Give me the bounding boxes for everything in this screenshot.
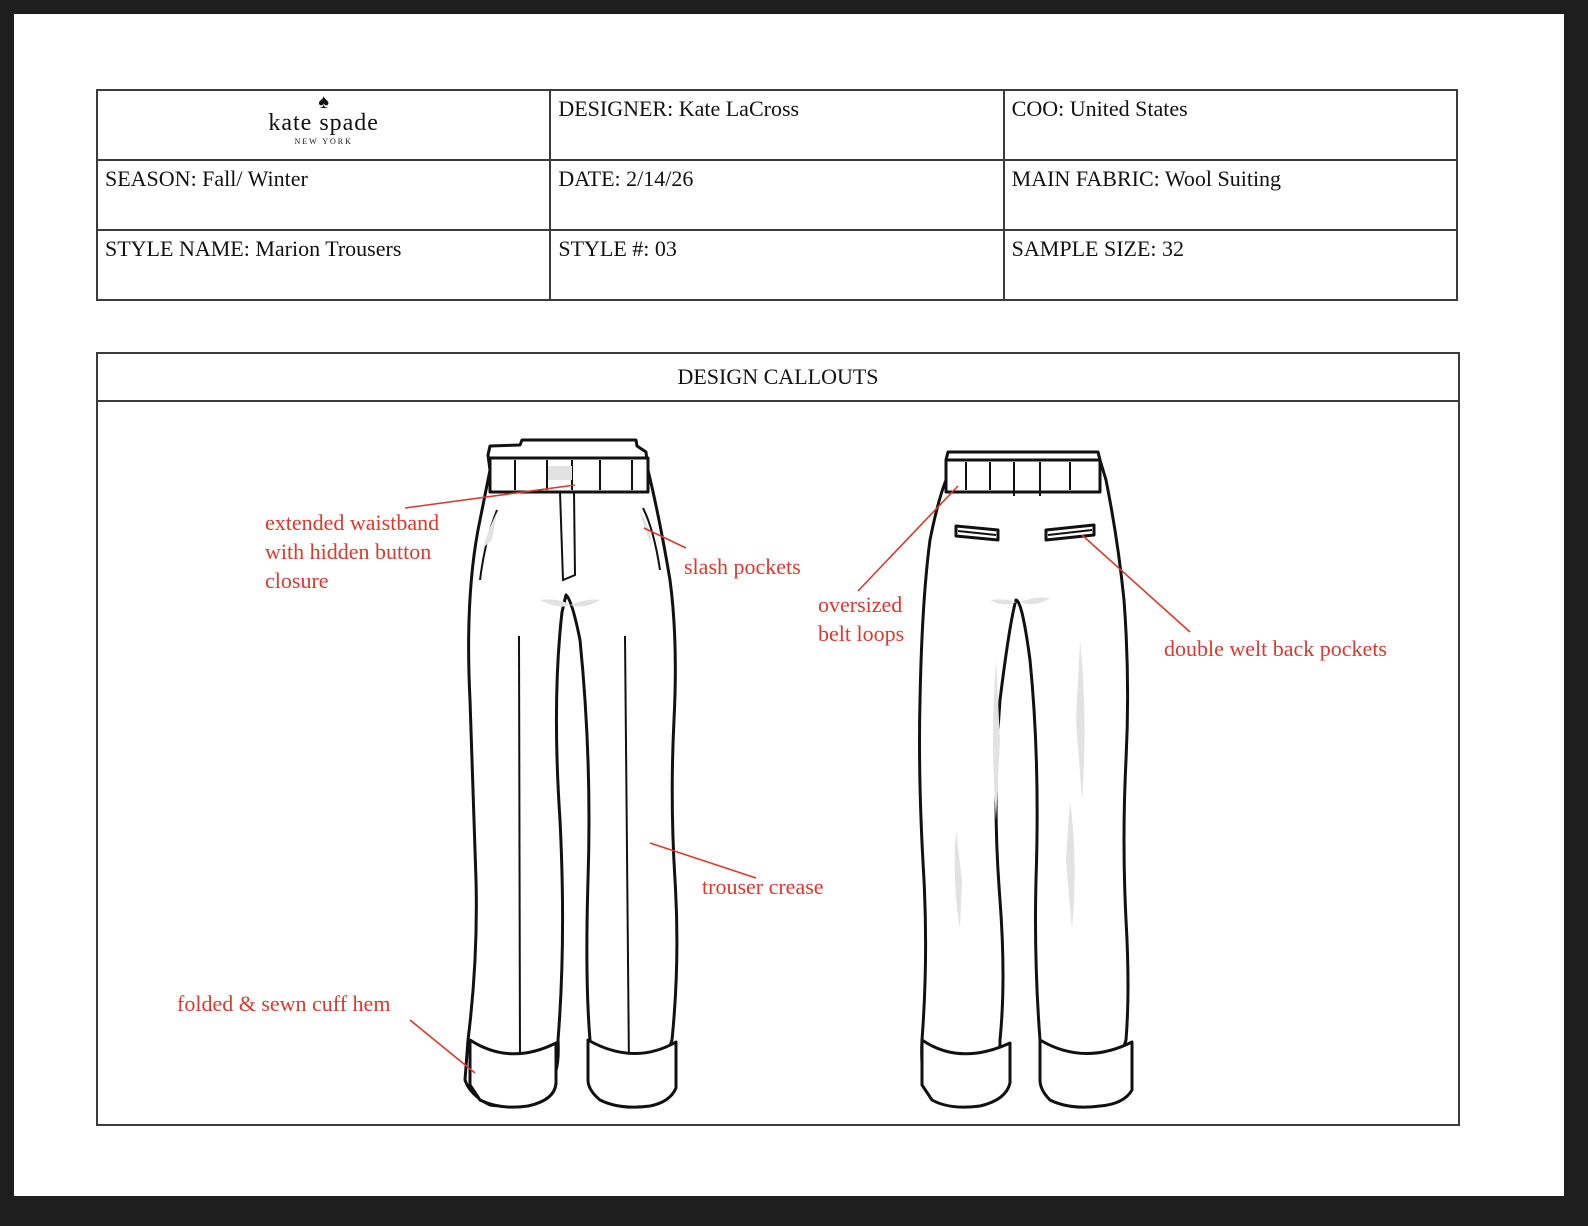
callout-belt-loops-line2: belt loops (818, 621, 905, 646)
coo-cell: COO: United States (1004, 90, 1457, 160)
designer-cell: DESIGNER: Kate LaCross (550, 90, 1003, 160)
logo-city: NEW YORK (294, 137, 353, 146)
brand-logo (97, 90, 550, 160)
callout-back-pockets: double welt back pockets (1164, 636, 1387, 661)
style-number-cell: STYLE #: 03 (550, 230, 1003, 300)
design-callouts-title: DESIGN CALLOUTS (98, 354, 1458, 402)
callout-waistband-line1: extended waistband (265, 510, 440, 535)
style-info-table (96, 89, 1458, 301)
callout-trouser-crease: trouser crease (702, 874, 824, 899)
callout-slash-pockets: slash pockets (684, 554, 801, 579)
callout-belt-loops-line1: oversized (818, 592, 903, 617)
callout-waistband-line2: with hidden button (265, 539, 432, 564)
spade-icon: ♠ (318, 91, 329, 113)
season-cell: SEASON: Fall/ Winter (97, 160, 550, 230)
callout-waistband-line3: closure (265, 568, 329, 593)
style-name-cell: STYLE NAME: Marion Trousers (97, 230, 550, 300)
date-cell: DATE: 2/14/26 (550, 160, 1003, 230)
logo-wordmark: kate spade (268, 110, 379, 136)
sample-size-cell: SAMPLE SIZE: 32 (1004, 230, 1457, 300)
callout-cuff-hem: folded & sewn cuff hem (177, 991, 391, 1016)
main-fabric-cell: MAIN FABRIC: Wool Suiting (1004, 160, 1457, 230)
